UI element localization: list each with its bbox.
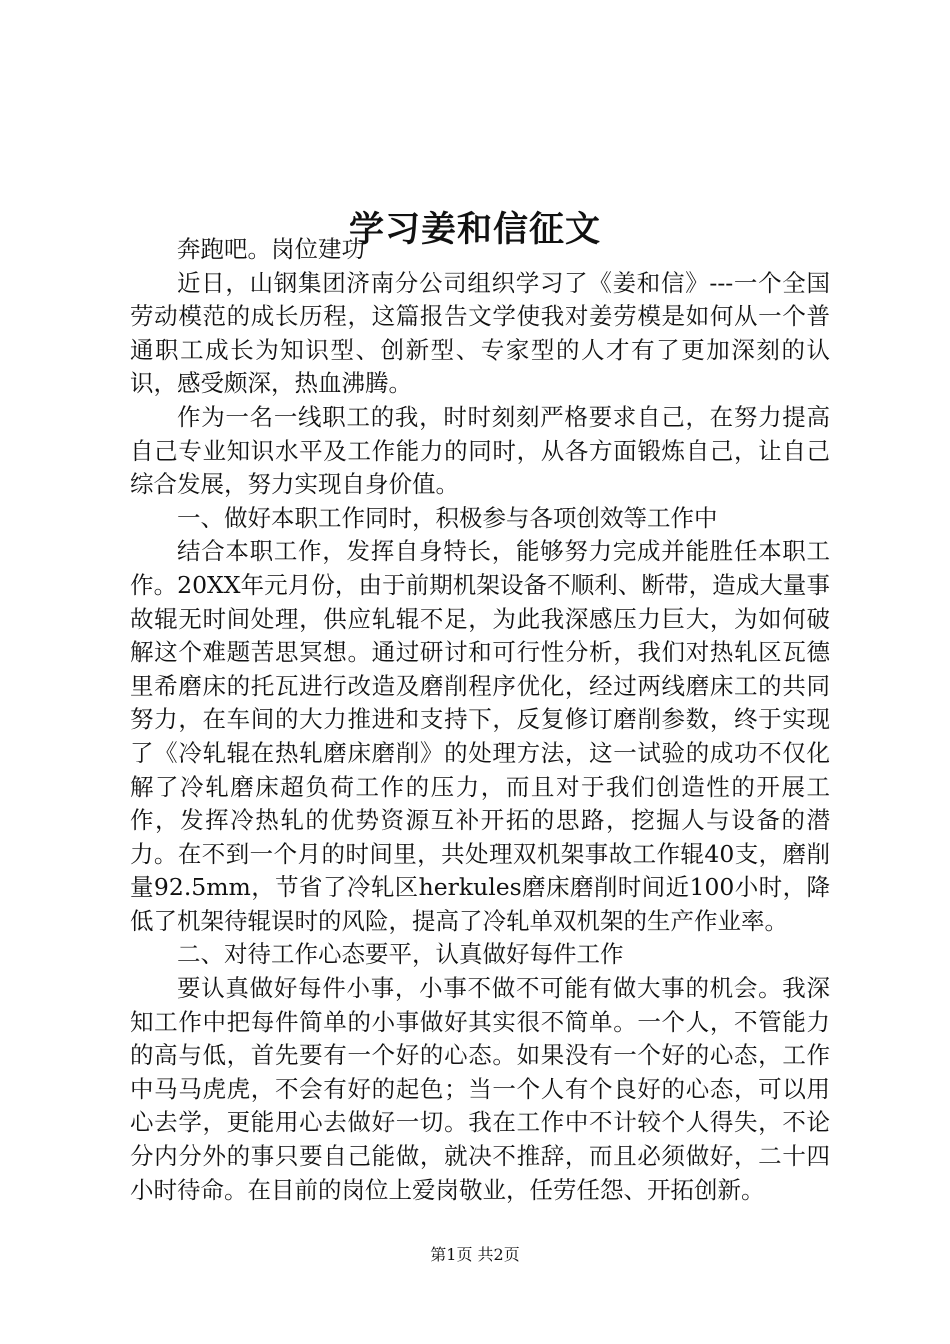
section-heading-2: 二、对待工作心态要平，认真做好每件工作 [177, 940, 624, 969]
paragraph-self: 作为一名一线职工的我，时时刻刻严格要求自己，在努力提高自己专业知识水平及工作能力的同时，从各方面锻炼自己，让自己综合发展，努力实现自身价值。 [130, 402, 830, 499]
section-heading-1: 一、做好本职工作同时，积极参与各项创效等工作中 [177, 503, 718, 532]
document-body [130, 233, 830, 1207]
page-number-footer: 第1页 共2页 [430, 1245, 520, 1264]
paragraph-section-1: 结合本职工作，发挥自身特长，能够努力完成并能胜任本职工作。20XX年元月份，由于前期机架设备不顺利、断带，造成大量事故辊无时间处理，供应轧辊不足，为此我深感压力巨大，为如何破解这个难题苦思冥想。通过研讨和可行性分析，我们对热轧区瓦德里希磨床的托瓦进行改造及磨削程序优化，经过两线磨床工的共同努力，在车间的大力推进和支持下，反复修订磨削参数，终于实现了《冷轧辊在热轧磨床磨削》的处理方法，这一试验的成功不仅化解了冷轧磨床超负荷工作的压力，而且对于我们创造性的开展工作，发挥冷热轧的优势资源互补开拓的思路，挖掘人与设备的潜力。在不到一个月的时间里，共处理双机架事故工作辊40支，磨削量92.5mm，节省了冷轧区herkules磨床磨削时间近100小时，降低了机架待辊误时的风险，提高了冷轧单双机架的生产作业率。 [130, 537, 830, 935]
document-title: 学习姜和信征文 [348, 209, 601, 251]
paragraph-section-2: 要认真做好每件小事，小事不做不可能有做大事的机会。我深知工作中把每件简单的小事做好其实很不简单。一个人，不管能力的高与低，首先要有一个好的心态。如果没有一个好的心态，工作中马马虎虎，不会有好的起色；当一个人有个良好的心态，可以用心去学，更能用心去做好一切。我在工作中不计较个人得失，不论分内分外的事只要自己能做，就决不推辞，而且必须做好，二十四小时待命。在目前的岗位上爱岗敬业，任劳任怨、开拓创新。 [130, 974, 830, 1204]
paragraph-subtitle: 奔跑吧。岗位建功 [177, 235, 365, 263]
paragraph-intro: 近日，山钢集团济南分公司组织学习了《姜和信》---一个全国劳动模范的成长历程，这篇报告文学使我对姜劳模是如何从一个普通职工成长为知识型、创新型、专家型的人才有了更加深刻的认识，感受颇深，热血沸腾。 [130, 268, 830, 398]
